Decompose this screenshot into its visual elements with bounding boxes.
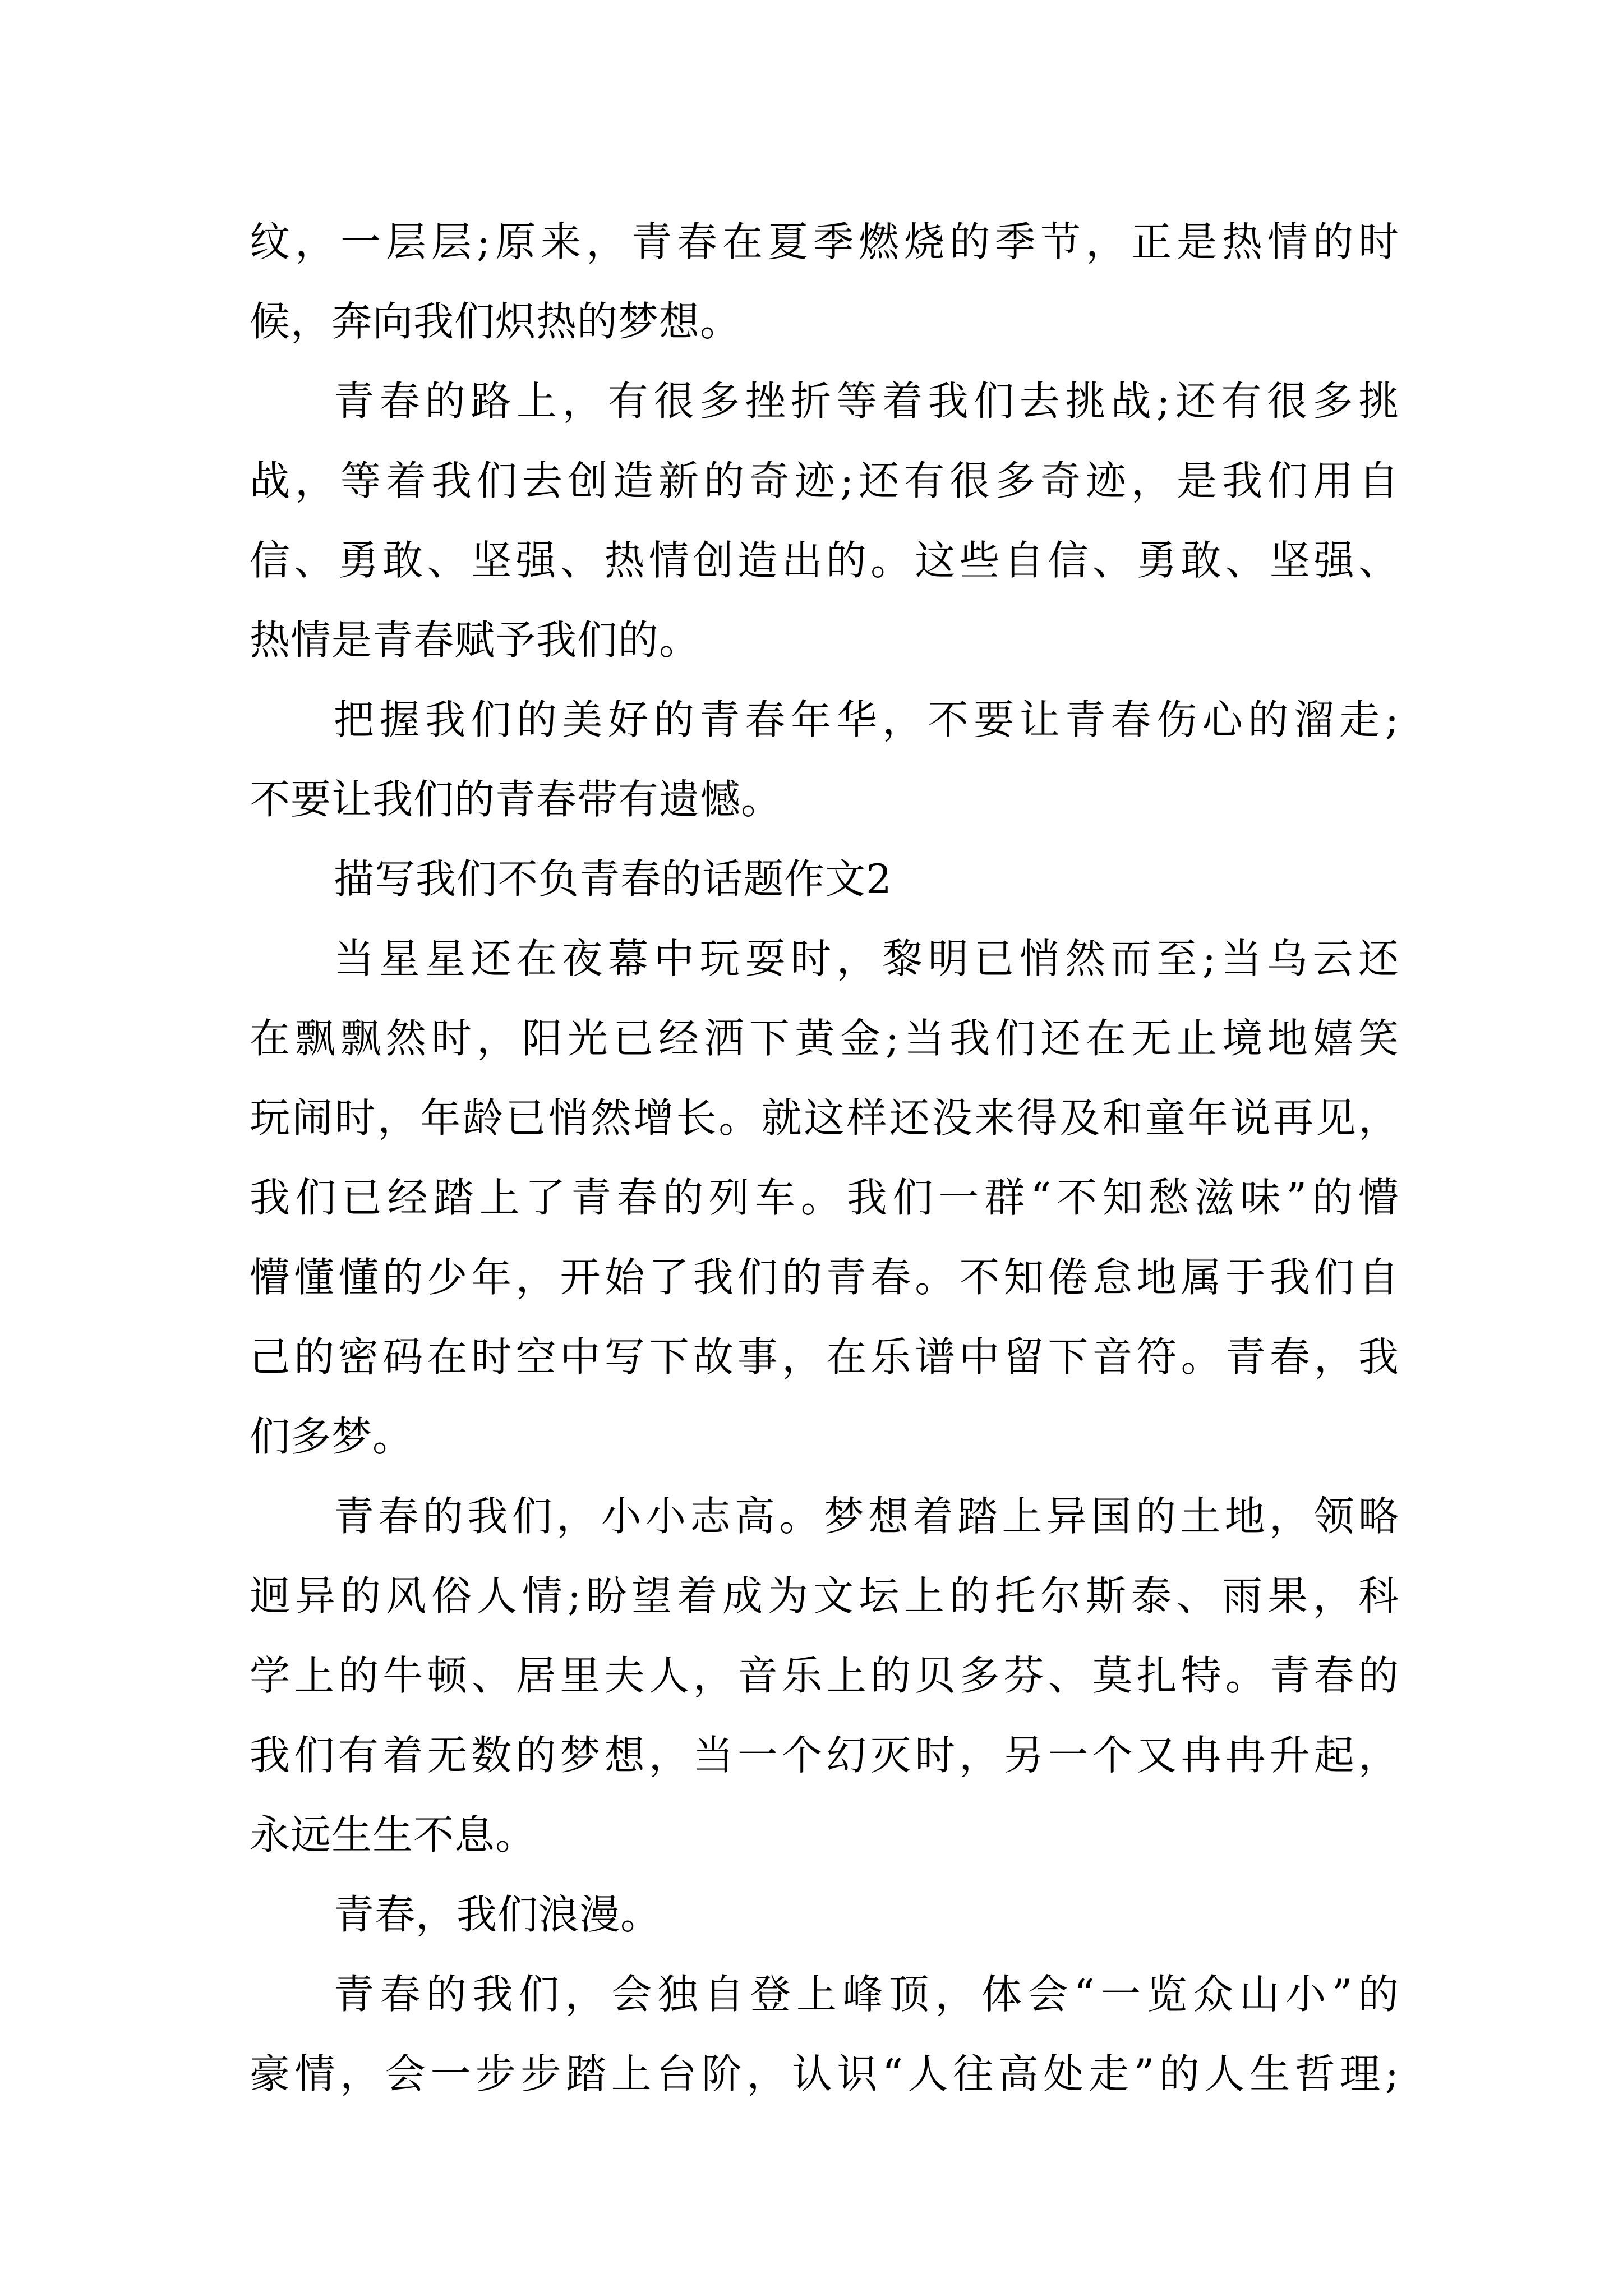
text-line: 信、勇敢、坚强、热情创造出的。这些自信、勇敢、坚强、 <box>250 537 1399 584</box>
text-line: 青春的我们，会独自登上峰顶，体会“一览众山小”的 <box>334 1971 1399 2018</box>
text-line: 青春的路上，有很多挫折等着我们去挑战;还有很多挑 <box>334 378 1399 425</box>
text-line: 永远生生不息。 <box>250 1811 537 1858</box>
document-body <box>250 202 1399 2114</box>
text-line: 青春，我们浪漫。 <box>334 1891 662 1938</box>
text-line: 懵懂懂的少年，开始了我们的青春。不知倦怠地属于我们自 <box>250 1254 1399 1301</box>
text-line: 学上的牛顿、居里夫人，音乐上的贝多芬、莫扎特。青春的 <box>250 1652 1399 1699</box>
text-line: 不要让我们的青春带有遗憾。 <box>250 776 782 823</box>
text-line: 纹，一层层;原来，青春在夏季燃烧的季节，正是热情的时 <box>250 218 1399 265</box>
section-heading: 描写我们不负青春的话题作文2 <box>334 855 892 903</box>
text-line: 我们有着无数的梦想，当一个幻灭时，另一个又冉冉升起， <box>250 1732 1399 1779</box>
text-line: 当星星还在夜幕中玩耍时，黎明已悄然而至;当乌云还 <box>334 935 1399 982</box>
text-line: 豪情，会一步步踏上台阶，认识“人往高处走”的人生哲理; <box>250 2050 1399 2097</box>
text-line: 玩闹时，年龄已悄然增长。就这样还没来得及和童年说再见， <box>250 1094 1399 1142</box>
text-line: 热情是青春赋予我们的。 <box>250 616 700 664</box>
text-line: 青春的我们，小小志高。梦想着踏上异国的土地，领略 <box>334 1493 1399 1540</box>
text-line: 把握我们的美好的青春年华，不要让青春伤心的溜走; <box>334 696 1399 743</box>
text-line: 己的密码在时空中写下故事，在乐谱中留下音符。青春，我 <box>250 1333 1399 1381</box>
text-line: 战，等着我们去创造新的奇迹;还有很多奇迹，是我们用自 <box>250 457 1399 504</box>
text-line: 我们已经踏上了青春的列车。我们一群“不知愁滋味”的懵 <box>250 1174 1399 1221</box>
text-line: 在飘飘然时，阳光已经洒下黄金;当我们还在无止境地嬉笑 <box>250 1015 1399 1062</box>
text-line: 们多梦。 <box>250 1413 414 1460</box>
text-line: 候，奔向我们炽热的梦想。 <box>250 298 741 345</box>
text-line: 迥异的风俗人情;盼望着成为文坛上的托尔斯泰、雨果，科 <box>250 1572 1399 1619</box>
